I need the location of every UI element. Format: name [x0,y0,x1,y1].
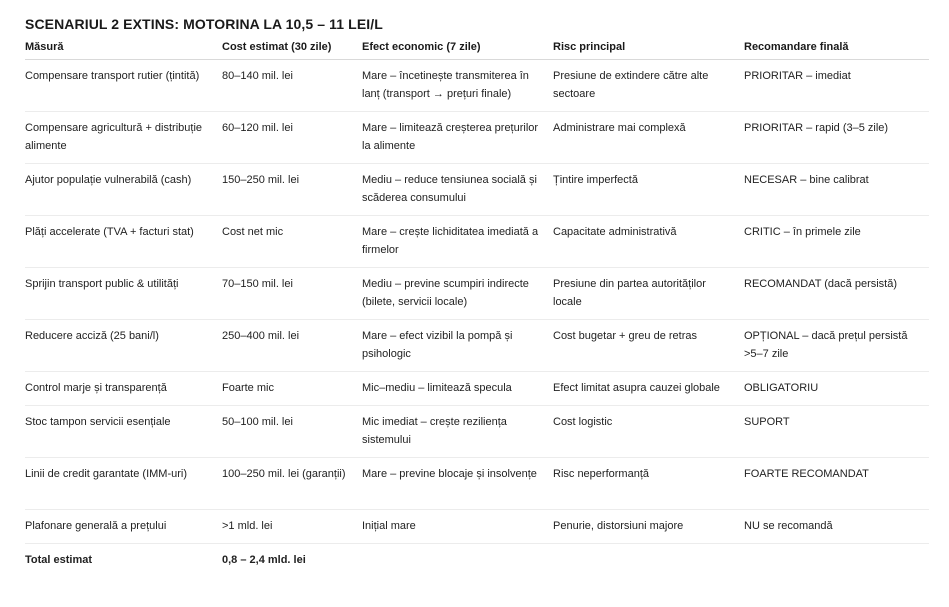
table-row [25,405,929,457]
header-efect: Efect economic (7 zile) [362,37,553,59]
cell-cost: 50–100 mil. lei [222,405,362,457]
cell-masura: Plafonare generală a prețului [25,509,222,543]
cell-recomandare: OPȚIONAL – dacă prețul persistă >5–7 zile [744,319,929,371]
cell-risc: Efect limitat asupra cauzei globale [553,371,744,405]
cell-cost: 150–250 mil. lei [222,163,362,215]
cell-risc: Administrare mai complexă [553,111,744,163]
cell-masura: Compensare agricultură + distribuție alimente [25,111,222,163]
cell-cost: Cost net mic [222,215,362,267]
cell-risc: Presiune din partea autorităților locale [553,267,744,319]
total-empty [744,543,929,577]
total-row [25,543,929,577]
cell-efect: Mic imediat – crește reziliența sistemului [362,405,553,457]
cell-masura: Ajutor populație vulnerabilă (cash) [25,163,222,215]
cell-efect: Mediu – previne scumpiri indirecte (bilete, servicii locale) [362,267,553,319]
cell-recomandare: SUPORT [744,405,929,457]
total-value: 0,8 – 2,4 mld. lei [222,553,306,566]
page-title: SCENARIUL 2 EXTINS: MOTORINA LA 10,5 – 11 LEI/L [25,16,383,32]
cell-recomandare: PRIORITAR – imediat [744,59,929,111]
cell-cost: 250–400 mil. lei [222,319,362,371]
cell-risc: Capacitate administrativă [553,215,744,267]
cell-efect: Inițial mare [362,509,553,543]
table-row [25,59,929,111]
table-row [25,111,929,163]
cell-cost: 70–150 mil. lei [222,267,362,319]
cell-efect: Mare – previne blocaje și insolvențe [362,457,553,509]
header-masura: Măsură [25,37,222,59]
cell-efect: Mare – efect vizibil la pompă și psihologic [362,319,553,371]
total-empty [553,543,744,577]
cell-risc: Cost bugetar + greu de retras [553,319,744,371]
measures-table [25,37,929,577]
table-row [25,267,929,319]
table-row [25,457,929,509]
table-row [25,371,929,405]
cell-recomandare: NU se recomandă [744,509,929,543]
cell-masura: Sprijin transport public & utilități [25,267,222,319]
cell-recomandare: OBLIGATORIU [744,371,929,405]
cell-risc: Presiune de extindere către alte sectoare [553,59,744,111]
cell-cost: 60–120 mil. lei [222,111,362,163]
cell-recomandare: CRITIC – în primele zile [744,215,929,267]
cell-risc: Penurie, distorsiuni majore [553,509,744,543]
cell-masura: Compensare transport rutier (țintită) [25,59,222,111]
table-row [25,509,929,543]
cell-masura: Plăți accelerate (TVA + facturi stat) [25,215,222,267]
cell-masura: Reducere acciză (25 bani/l) [25,319,222,371]
cell-recomandare: PRIORITAR – rapid (3–5 zile) [744,111,929,163]
cell-risc: Cost logistic [553,405,744,457]
cell-masura: Linii de credit garantate (IMM-uri) [25,457,222,509]
cell-cost: 100–250 mil. lei (garanții) [222,457,362,509]
total-label: Total estimat [25,553,93,566]
cell-masura: Control marje și transparență [25,371,222,405]
header-recomandare: Recomandare finală [744,37,929,59]
total-empty [362,543,553,577]
table-row [25,163,929,215]
cell-risc: Risc neperformanță [553,457,744,509]
cell-efect: Mare – încetinește transmiterea în lanț (transport → prețuri finale) [362,59,553,111]
header-cost: Cost estimat (30 zile) [222,37,362,59]
cell-cost: Foarte mic [222,371,362,405]
cell-cost: >1 mld. lei [222,509,362,543]
table-row [25,319,929,371]
cell-recomandare: FOARTE RECOMANDAT [744,457,929,509]
header-risc: Risc principal [553,37,744,59]
cell-recomandare: RECOMANDAT (dacă persistă) [744,267,929,319]
document-page [25,0,929,577]
cell-recomandare: NECESAR – bine calibrat [744,163,929,215]
cell-cost: 80–140 mil. lei [222,59,362,111]
cell-risc: Țintire imperfectă [553,163,744,215]
cell-efect: Mare – crește lichiditatea imediată a firmelor [362,215,553,267]
cell-masura: Stoc tampon servicii esențiale [25,405,222,457]
cell-efect: Mediu – reduce tensiunea socială și scăderea consumului [362,163,553,215]
table-header-row [25,37,929,59]
table-row [25,215,929,267]
cell-efect: Mare – limitează creșterea prețurilor la alimente [362,111,553,163]
cell-efect: Mic–mediu – limitează specula [362,371,553,405]
